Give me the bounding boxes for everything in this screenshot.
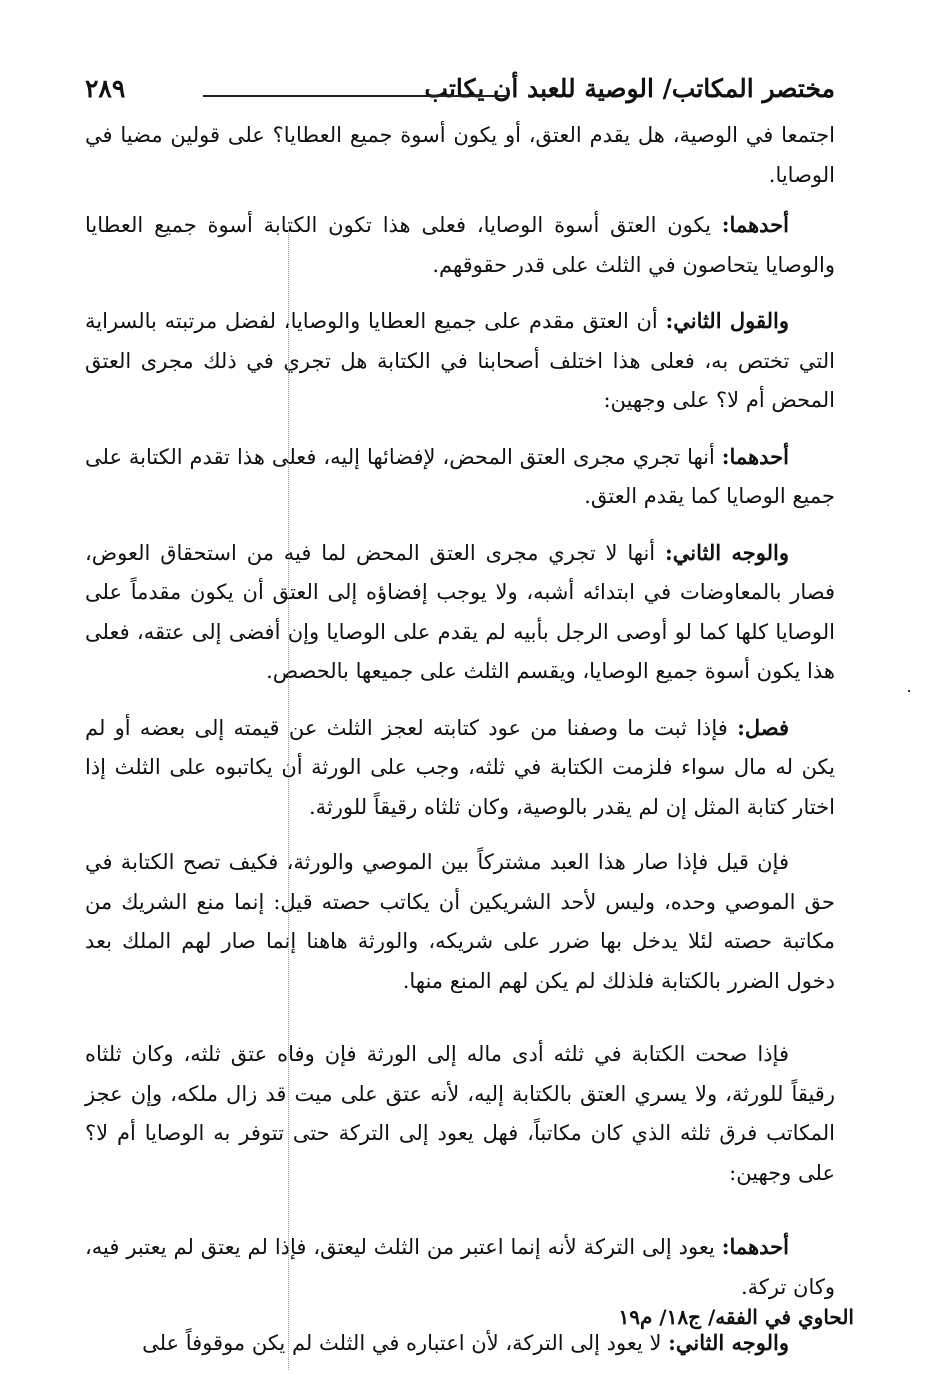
paragraph-text: يعود إلى التركة لأنه إنما اعتبر من الثلث ليعتق، فإذا لم يعتق لم يعتبر فيه، وكان تركة.	[85, 1235, 835, 1299]
paragraph-text: لا يعود إلى التركة، لأن اعتباره في الثلث لم يكن موقوفاً على	[142, 1331, 669, 1355]
paragraph	[85, 115, 835, 195]
paragraph	[85, 437, 835, 517]
paragraph-text: أن العتق مقدم على جميع العطايا والوصايا، لفضل مرتبته بالسراية التي تختص به، فعلى هذا اختلف أصحابنا في الكتابة هل تجري في ذلك مجرى العتق المحض أم لا؟ على وجهين:	[85, 309, 835, 412]
paragraph-text: فإذا ثبت ما وصفنا من عود كتابته لعجز الثلث عن قيمته إلى بعضه أو لم يكن له مال سواء فلزمت الكتابة في ثلثه، وجب على الورثة أن يكاتبوه على الثلث إذا اختار كتابة المثل إن لم يقدر بالوصية، وكان ثلثاه رقيقاً للورثة.	[85, 715, 835, 819]
paragraph-lead: أحدهما:	[721, 1234, 789, 1259]
paragraph-lead: والوجه الثاني:	[668, 1330, 789, 1355]
paragraph	[85, 708, 835, 828]
paragraph-text: فإن قيل فإذا صار هذا العبد مشتركاً بين الموصي والورثة، فكيف تصح الكتابة في حق الموصي وحده، وليس لأحد الشريكين أن يكاتب حصته قيل: إنما منع الشريك من مكاتبة حصته لئلا يدخل بها ضرر على شريكه، والورثة هاهنا إنما صار لهم الملك بعد دخول الضرر بالكتابة فلذلك لم يكن لهم المنع منها.	[85, 850, 835, 993]
header-rule	[203, 95, 507, 97]
paragraph-lead: فصل:	[737, 714, 789, 740]
scan-speck	[908, 690, 910, 692]
paragraph-lead: أحدهما:	[721, 443, 789, 469]
document-body	[85, 115, 835, 1364]
paragraph-text: فإذا صحت الكتابة في ثلثه أدى ماله إلى الورثة فإن وفاه عتق ثلثه، وكان ثلثاه رقيقاً للورثة، ولا يسري العتق بالكتابة إليه، لأنه عتق على ميت قد زال ملكه، وإن عجز المكاتب فرق ثلثه الذي كان مكاتباً، فهل يعود إلى التركة حتى تتوفر به الوصايا أم لا؟ على وجهين:	[85, 1042, 835, 1185]
page-number: ٢٨٩	[85, 74, 126, 103]
paragraph	[85, 843, 835, 1001]
running-title: مختصر المكاتب/ الوصية للعبد أن يكاتب	[424, 74, 835, 103]
paragraph-lead: والوجه الثاني:	[664, 539, 789, 565]
paragraph-text: اجتمعا في الوصية، هل يقدم العتق، أو يكون أسوة جميع العطايا؟ على قولين مضيا في الوصايا.	[85, 123, 835, 187]
paragraph	[85, 301, 835, 421]
paragraph-text: يكون العتق أسوة الوصايا، فعلى هذا تكون الكتابة أسوة جميع العطايا والوصايا يتحاصون في الثلث على قدر حقوقهم.	[85, 213, 835, 277]
page-header	[85, 70, 835, 110]
paragraph	[85, 533, 835, 692]
paragraph-lead: أحدهما:	[721, 212, 789, 237]
paragraph	[85, 205, 835, 285]
paragraph	[85, 1227, 835, 1307]
paragraph-text: أنها تجري مجرى العتق المحض، لإفضائها إليه، فعلى هذا تقدم الكتابة على جميع الوصايا كما يقدم العتق.	[85, 444, 835, 508]
paragraph-lead: والقول الثاني:	[665, 308, 789, 333]
footer-signature: الحاوي في الفقه/ ج١٨/ م١٩	[618, 1305, 854, 1329]
scan-fold-line	[288, 230, 289, 1370]
paragraph-text: أنها لا تجري مجرى العتق المحض لما فيه من استحقاق العوض، فصار بالمعاوضات في ابتدائه أشبه، ولا يوجب إفضاؤه إلى العتق أن يكون مقدماً على الوصايا كلها كما لو أوصى الرجل بأبيه لم يقدم على الوصايا وإن أفضى إلى عتقه، فعلى هذا يكون أسوة جميع الوصايا، ويقسم الثلث على جميعها بالحصص.	[85, 540, 835, 683]
paragraph	[85, 1035, 835, 1193]
paragraph	[85, 1323, 835, 1364]
